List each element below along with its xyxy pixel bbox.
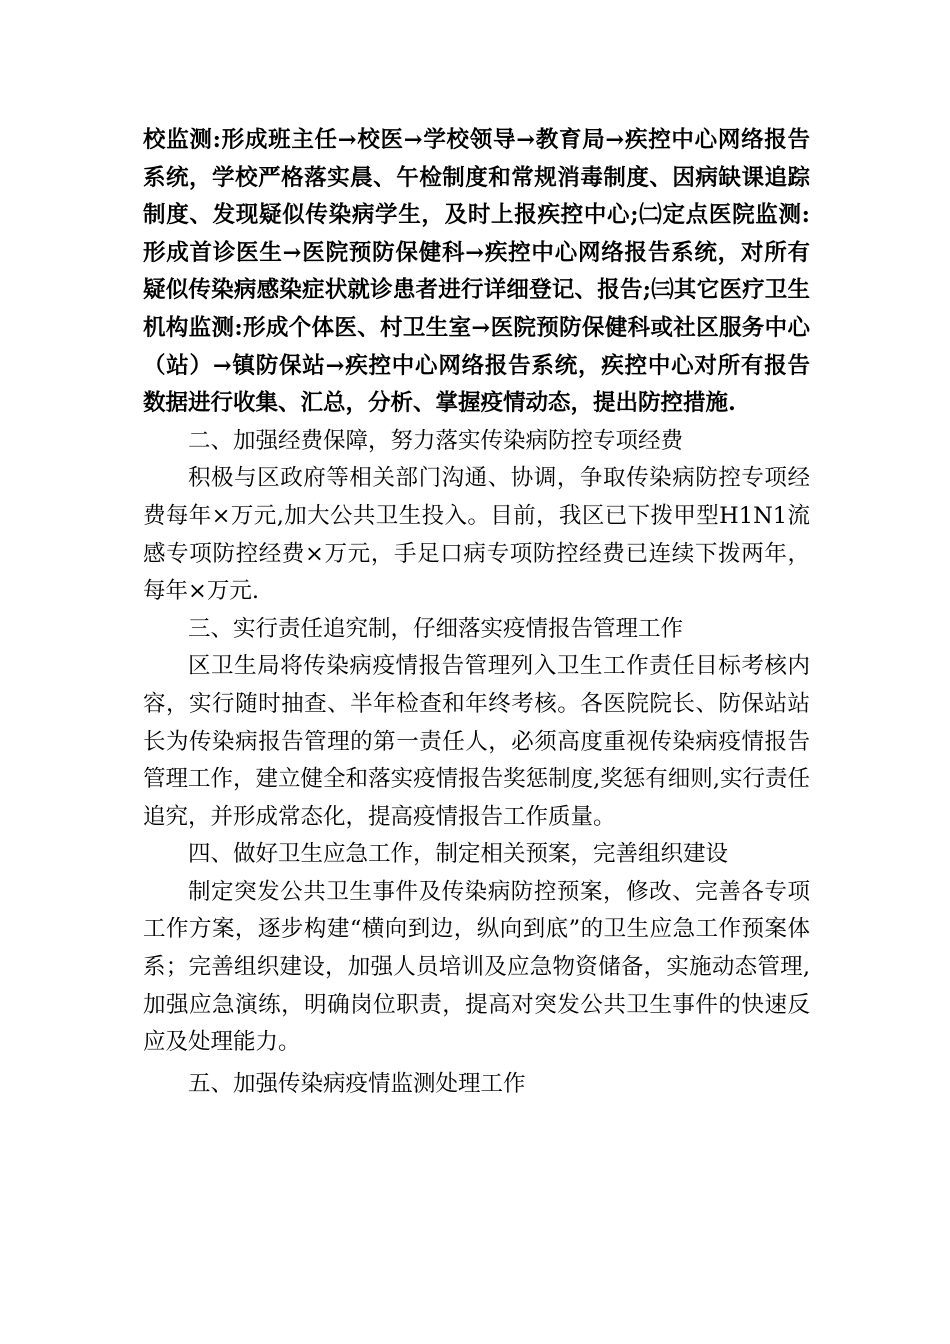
paragraph-accountability: 区卫生局将传染病疫情报告管理列入卫生工作责任目标考核内容，实行随时抽查、半年检查和年终考核。各医院院长、防保站站长为传染病报告管理的第一责任人，必须高度重视传染病疫情报告管理工作，建立健全和落实疫情报告奖惩制度,奖惩有细则,实行责任追究，并形成常态化，提高疫情报告工作质量。 — [143, 653, 810, 830]
section-heading-3: 三、实行责任追究制，仔细落实疫情报告管理工作 — [188, 615, 684, 642]
section-heading-5: 五、加强传染病疫情监测处理工作 — [188, 1070, 526, 1097]
paragraph-funding: 积极与区政府等相关部门沟通、协调，争取传染病防控专项经费每年×万元,加大公共卫生投入。目前，我区已下拨甲型H1N1流感专项防控经费×万元，手足口病专项防控经费已连续下拨两年，每年×万元. — [143, 465, 810, 605]
section-heading-4: 四、做好卫生应急工作，制定相关预案，完善组织建设 — [188, 841, 729, 868]
paragraph-emergency: 制定突发公共卫生事件及传染病防控预案，修改、完善各专项工作方案，逐步构建“横向到边，纵向到底”的卫生应急工作预案体系；完善组织建设，加强人员培训及应急物资储备，实施动态管理,加强应急演练，明确岗位职责，提高对突发公共卫生事件的快速反应及处理能力。 — [143, 878, 810, 1056]
paragraph-monitoring-network: 校监测:形成班主任→校医→学校领导→教育局→疾控中心网络报告系统，学校严格落实晨、午检制度和常规消毒制度、因病缺课追踪制度、发现疑似传染病学生，及时上报疾控中心;㈡定点医院监测:形成首诊医生→医院预防保健科→疾控中心网络报告系统，对所有疑似传染病感染症状就诊患者进行详细登记、报告;㈢其它医疗卫生机构监测:形成个体医、村卫生室→医院预防保健科或社区服务中心（站）→镇防保站→疾控中心网络报告系统，疾控中心对所有报告数据进行收集、汇总，分析、掌握疫情动态，提出防控措施. — [143, 127, 810, 417]
section-heading-2: 二、加强经费保障，努力落实传染病防控专项经费 — [188, 427, 684, 454]
